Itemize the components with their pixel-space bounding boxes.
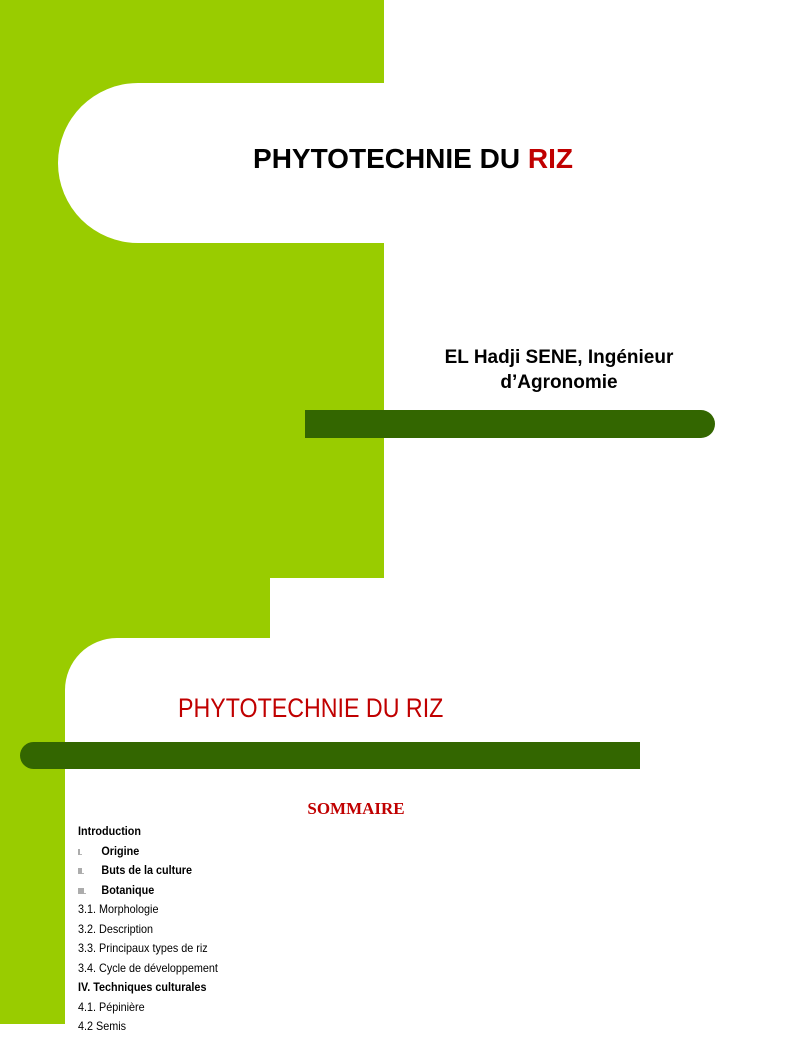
toc-item xyxy=(78,842,218,862)
title-main-text: PHYTOTECHNIE DU xyxy=(253,143,528,174)
toc-label: Buts de la culture xyxy=(101,863,193,877)
toc-item: IV. Techniques culturales xyxy=(78,980,207,994)
decorative-bar xyxy=(20,742,640,769)
toc-number: II. xyxy=(78,867,85,876)
slide-2 xyxy=(0,578,768,1033)
toc-item xyxy=(78,881,218,901)
author-line-1: EL Hadji SENE, Ingénieur xyxy=(444,347,674,368)
toc-item: 3.4. Cycle de développement xyxy=(78,960,218,975)
toc-item xyxy=(78,861,218,881)
decorative-bar xyxy=(305,410,715,438)
toc-item: 3.1. Morphologie xyxy=(78,902,159,916)
author-line-2: d’Agronomie xyxy=(500,372,618,393)
slide-2-title: PHYTOTECHNIE DU RIZ xyxy=(178,693,444,723)
summary-heading: SOMMAIRE xyxy=(307,799,405,818)
slide-1-title xyxy=(58,143,768,175)
table-of-contents xyxy=(78,822,233,1037)
white-background-area xyxy=(270,578,768,638)
title-highlight-text: RIZ xyxy=(527,143,573,174)
toc-item: Introduction xyxy=(78,824,141,838)
toc-label: Origine xyxy=(101,843,140,858)
toc-item: 3.3. Principaux types de riz xyxy=(78,941,208,955)
toc-item: 3.2. Description xyxy=(78,921,154,936)
toc-number: I. xyxy=(78,847,83,857)
toc-item: 4.2 Semis xyxy=(78,1019,127,1033)
toc-label: Botanique xyxy=(101,882,155,897)
author-block xyxy=(384,345,734,395)
toc-number: III. xyxy=(78,886,87,896)
toc-item: 4.1. Pépinière xyxy=(78,999,145,1014)
